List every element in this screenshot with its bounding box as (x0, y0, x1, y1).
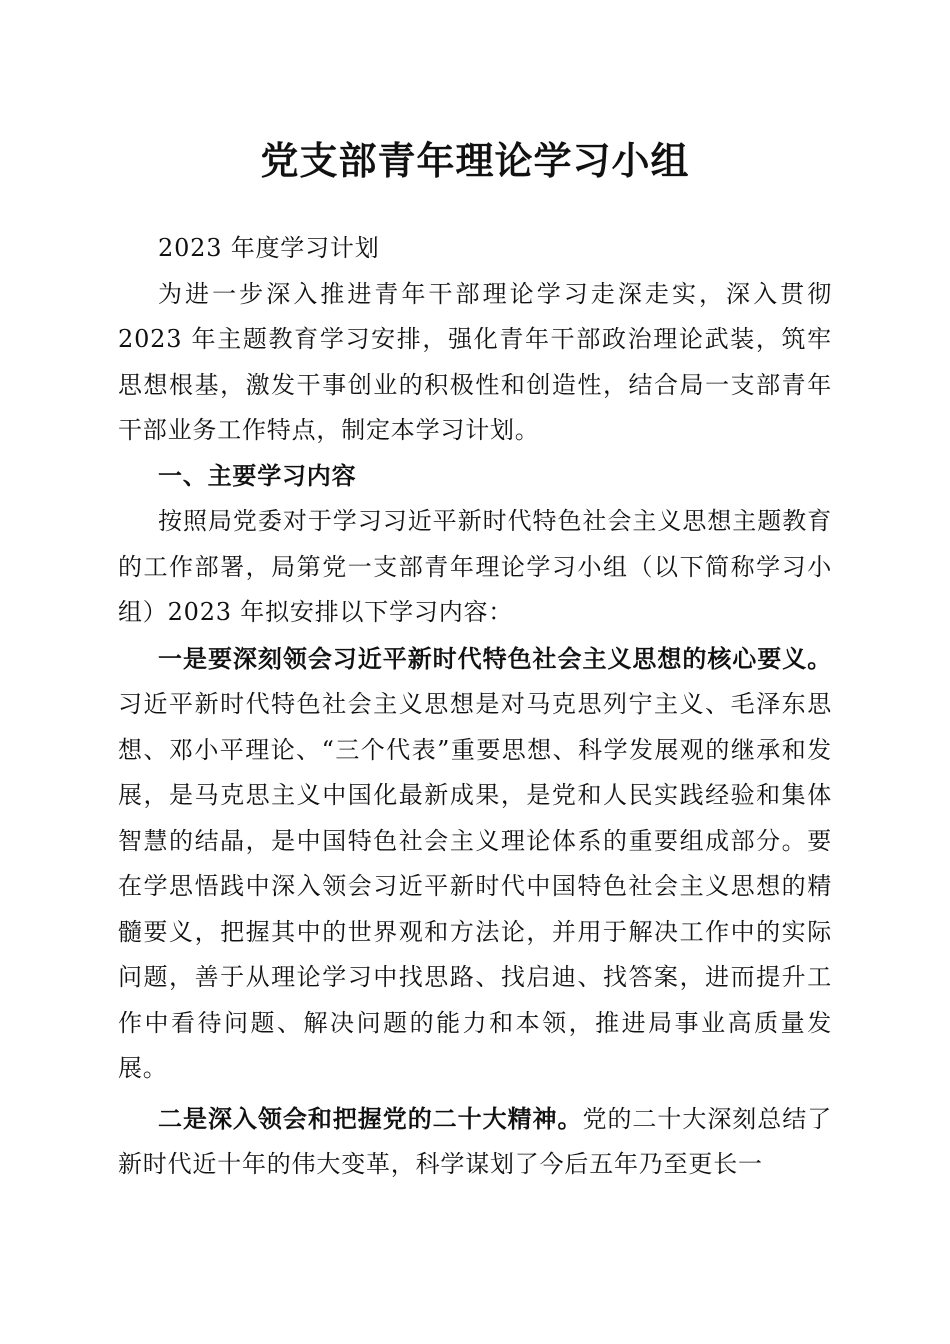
item-1-lead: 一是要深刻领会习近平新时代特色社会主义思想的核心要义。 (158, 643, 832, 673)
item-2-paragraph (118, 1096, 832, 1188)
plan-subtitle: 2023 年度学习计划 (158, 234, 380, 262)
item-1-body: 习近平新时代特色社会主义思想是对马克思列宁主义、毛泽东思想、邓小平理论、“三个代表”重要思想、科学发展观的继承和发展，是马克思主义中国化最新成果，是党和人民实践经验和集体智慧的结晶，是中国特色社会主义理论体系的重要组成部分。要在学思悟践中深入领会习近平新时代中国特色社会主义思想的精髓要义，把握其中的世界观和方法论，并用于解决工作中的实际问题，善于从理论学习中找思路、找启迪、找答案，进而提升工作中看待问题、解决问题的能力和本领，推进局事业高质量发展。 (118, 690, 832, 1082)
item-1-paragraph (118, 636, 832, 1092)
document-title: 党支部青年理论学习小组 (260, 138, 690, 183)
intro-paragraph: 为进一步深入推进青年干部理论学习走深走实，深入贯彻2023 年主题教育学习安排，强化青年干部政治理论武装，筑牢思想根基，激发干事创业的积极性和创造性，结合局一支部青年干部业务工作特点，制定本学习计划。 (118, 279, 832, 444)
section-heading-main-content: 一、主要学习内容 (158, 461, 357, 490)
item-2-lead: 二是深入领会和把握党的二十大精神。 (158, 1103, 583, 1133)
document-body (118, 226, 832, 1188)
section-paragraph: 按照局党委对于学习习近平新时代特色社会主义思想主题教育的工作部署，局第党一支部青年理论学习小组（以下简称学习小组）2023 年拟安排以下学习内容： (118, 507, 832, 626)
item-2-body: 党的二十大深刻总结了新时代近十年的伟大变革，科学谋划了今后五年乃至更长一 (118, 1104, 833, 1178)
